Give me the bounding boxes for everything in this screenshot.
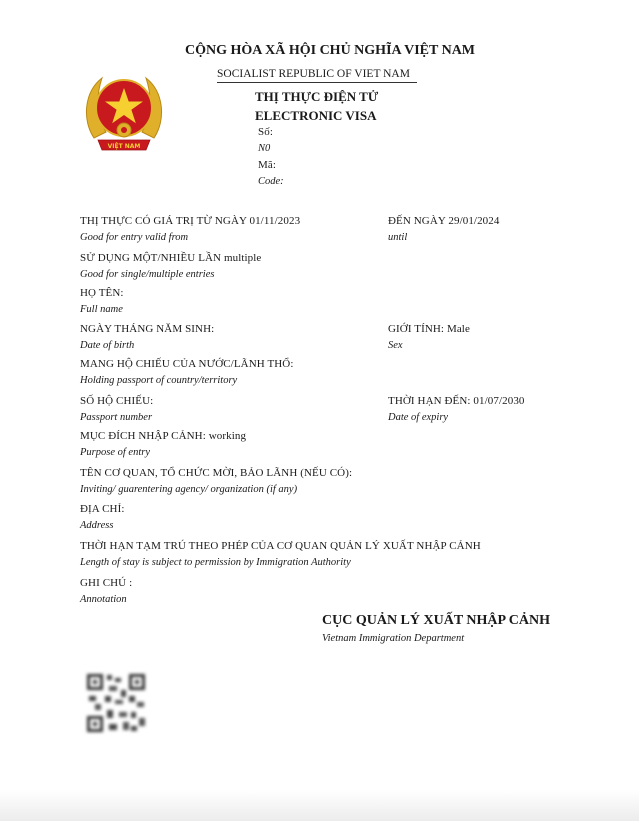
full-name-label: HỌ TÊN: <box>80 287 124 299</box>
entries-label: SỬ DỤNG MỘT/NHIỀU LẦN multiple <box>80 252 262 264</box>
agency-label: TÊN CƠ QUAN, TỔ CHỨC MỜI, BẢO LÃNH (NẾU CÓ): <box>80 467 353 479</box>
dob-label: NGÀY THÁNG NĂM SINH: <box>80 323 215 335</box>
country-title-en: SOCIALIST REPUBLIC OF VIET NAM <box>217 68 410 80</box>
visa-code-label-vn: Mã: <box>258 159 277 171</box>
agency-label-en: Inviting/ guarentering agency/ organization (if any) <box>80 484 298 495</box>
stay-length-label-en: Length of stay is subject to permission by Immigration Authority <box>80 557 351 568</box>
dob-label-en: Date of birth <box>80 340 135 351</box>
national-emblem-icon <box>80 68 168 156</box>
valid-until-label: ĐẾN NGÀY 29/01/2024 <box>388 215 500 227</box>
valid-from-label-en: Good for entry valid from <box>80 232 189 243</box>
visa-number-label-vn: Số: <box>258 126 273 138</box>
header-divider <box>217 82 417 83</box>
annotation-label-en: Annotation <box>80 594 127 605</box>
sex-label: GIỚI TÍNH: Male <box>388 323 470 335</box>
stay-length-label: THỜI HẠN TẠM TRÚ THEO PHÉP CỦA CƠ QUAN QUẢN LÝ XUẤT NHẬP CẢNH <box>80 540 481 552</box>
purpose-label: MỤC ĐÍCH NHẬP CẢNH: working <box>80 430 247 442</box>
address-label-en: Address <box>80 520 114 531</box>
sex-label-en: Sex <box>388 340 403 351</box>
valid-until-label-en: until <box>388 232 408 243</box>
entries-label-en: Good for single/multiple entries <box>80 269 215 280</box>
visa-code-label-en: Code: <box>258 176 284 187</box>
visa-title-en: ELECTRONIC VISA <box>255 108 377 123</box>
emblem-ribbon-text: VIỆT NAM <box>107 143 141 150</box>
passport-number-label-en: Passport number <box>80 412 153 423</box>
department-name-en: Vietnam Immigration Department <box>322 633 465 644</box>
full-name-label-en: Full name <box>80 304 123 315</box>
passport-number-label: SỐ HỘ CHIẾU: <box>80 395 154 407</box>
address-label: ĐỊA CHỈ: <box>80 503 125 515</box>
department-name-vn: CỤC QUẢN LÝ XUẤT NHẬP CẢNH <box>322 613 551 628</box>
page-bottom-shadow <box>0 790 639 821</box>
valid-from-label: THỊ THỰC CÓ GIÁ TRỊ TỪ NGÀY 01/11/2023 <box>80 215 301 227</box>
passport-country-label-en: Holding passport of country/territory <box>80 375 238 386</box>
annotation-label: GHI CHÚ : <box>80 577 133 589</box>
visa-title-vn: THỊ THỰC ĐIỆN TỬ <box>255 89 379 104</box>
country-title-vn: CỘNG HÒA XÃ HỘI CHỦ NGHĨA VIỆT NAM <box>185 43 476 58</box>
qr-code-icon <box>85 672 147 734</box>
passport-expiry-label-en: Date of expiry <box>388 412 449 423</box>
passport-country-label: MANG HỘ CHIẾU CỦA NƯỚC/LÃNH THỔ: <box>80 358 294 370</box>
passport-expiry-label: THỜI HẠN ĐẾN: 01/07/2030 <box>388 395 525 407</box>
visa-number-label-en: N0 <box>258 143 271 154</box>
purpose-label-en: Purpose of entry <box>80 447 150 458</box>
